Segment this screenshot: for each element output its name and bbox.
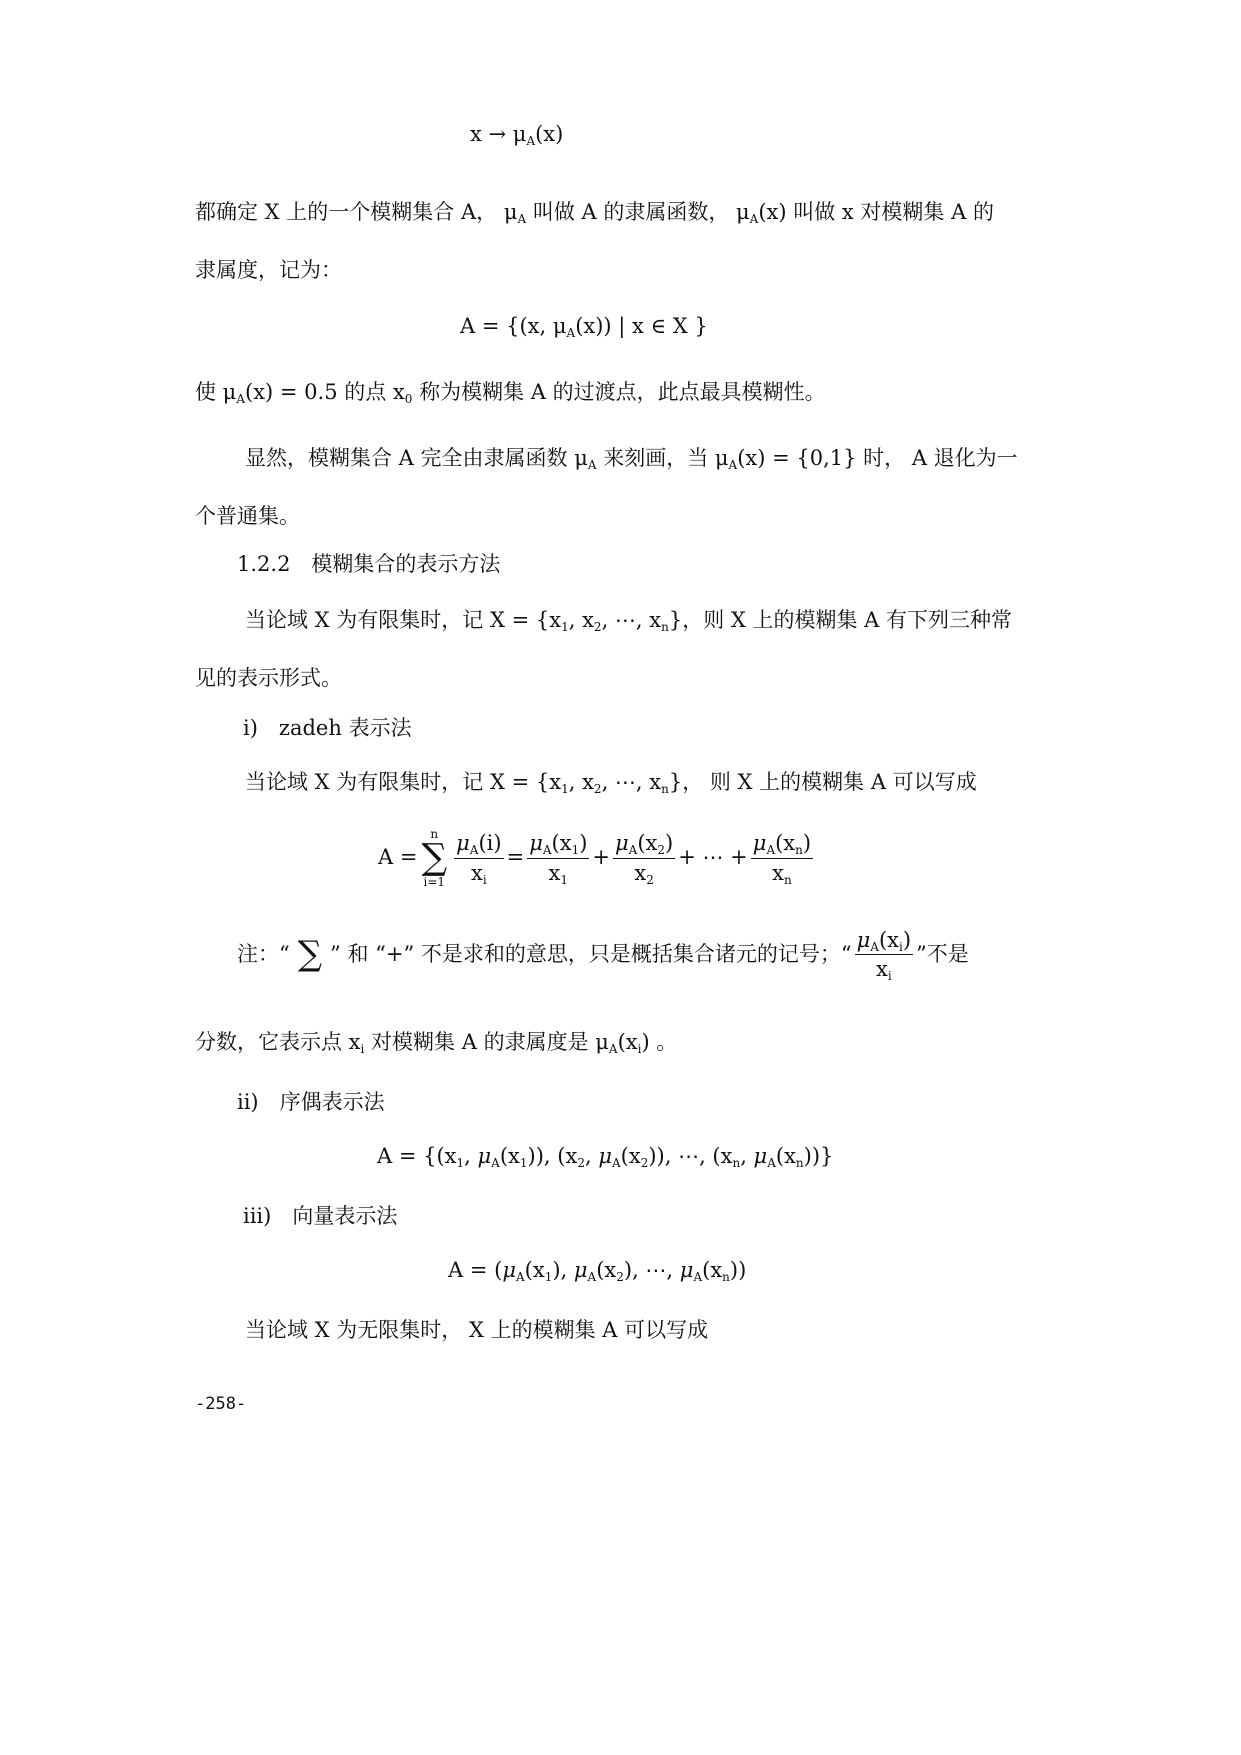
paragraph-crossover: 使 $\mu_A(x) = 0.5$ 的点 $x_0$ 称为模糊集 A 的过渡点，此点最具模糊性。 [195,380,826,406]
paragraph-obviously-cont: 个普通集。 [195,504,300,528]
equation-set: A = {(x, $\mu_A(x)$) | x ∈ X } [460,314,708,340]
paragraph-zadeh: 当论域 X 为有限集时，记 $X = \{x_1$, $x_2$, ⋯, $x_n$}， 则 X 上的模糊集 A 可以写成 [245,770,977,796]
paragraph-obviously: 显然，模糊集合 A 完全由隶属函数 $\mu_A$ 来刻画，当 $\mu_A(x) = \{0,1\}$ 时， A 退化为一 [245,446,1018,472]
section-heading: 1.2.2 模糊集合的表示方法 [237,552,501,576]
paragraph-definition-cont: 隶属度，记为： [195,258,342,282]
paragraph-infinite-set: 当论域 X 为无限集时， X 上的模糊集 A 可以写成 [245,1318,709,1342]
equation-mapping: $x \to \mu_A(x)$ [470,122,564,148]
list-item-zadeh: i) zadeh 表示法 [243,716,412,740]
paragraph-finite-set: 当论域 X 为有限集时，记 $X = \{x_1$, $x_2$, ⋯, $x_n$}，则 X 上的模糊集 A 有下列三种常 [245,608,1013,634]
list-item-vector: iii) 向量表示法 [243,1204,398,1228]
page-number: -258- [195,1394,247,1414]
list-item-ordered-pair: ii) 序偶表示法 [237,1090,385,1114]
paragraph-finite-set-cont: 见的表示形式。 [195,666,342,690]
equation-ordered-pair: $A = \{(x_1$, $\mu_A(x_1)$), ($x_2$, $\mu_A(x_2)$), ⋯, ($x_n$, $\mu_A(x_n)$)} [377,1144,834,1170]
equation-vector: $A = (\mu_A(x_1)$, $\mu_A(x_2)$, ⋯, $\mu_A(x_n)$) [448,1258,747,1284]
paragraph-fraction-meaning: 分数，它表示点 $x_i$ 对模糊集 A 的隶属度是 $\mu_A(x_i)$ 。 [195,1030,678,1056]
paragraph-definition: 都确定 X 上的一个模糊集合 A， $\mu_A$ 叫做 A 的隶属函数， $\mu_A(x)$ 叫做 x 对模糊集 A 的 [195,200,994,226]
paragraph-note: 注：“ ∑ ” 和 “+” 不是求和的意思，只是概括集合诸元的记号；“ $\frac{\mu_A(x_i)}{x_i}$ ”不是 [237,928,969,984]
equation-zadeh: A = n ∑ i=1 $\frac{\mu_A(i)}{x_i}$ = $\frac{\mu_A(x_1)}{x_1}$ + $\frac{\mu_A(x_2)}{x_2}$ + ⋯ + $\frac{\mu_A(x_n)}{x_n}$ [378,827,812,889]
